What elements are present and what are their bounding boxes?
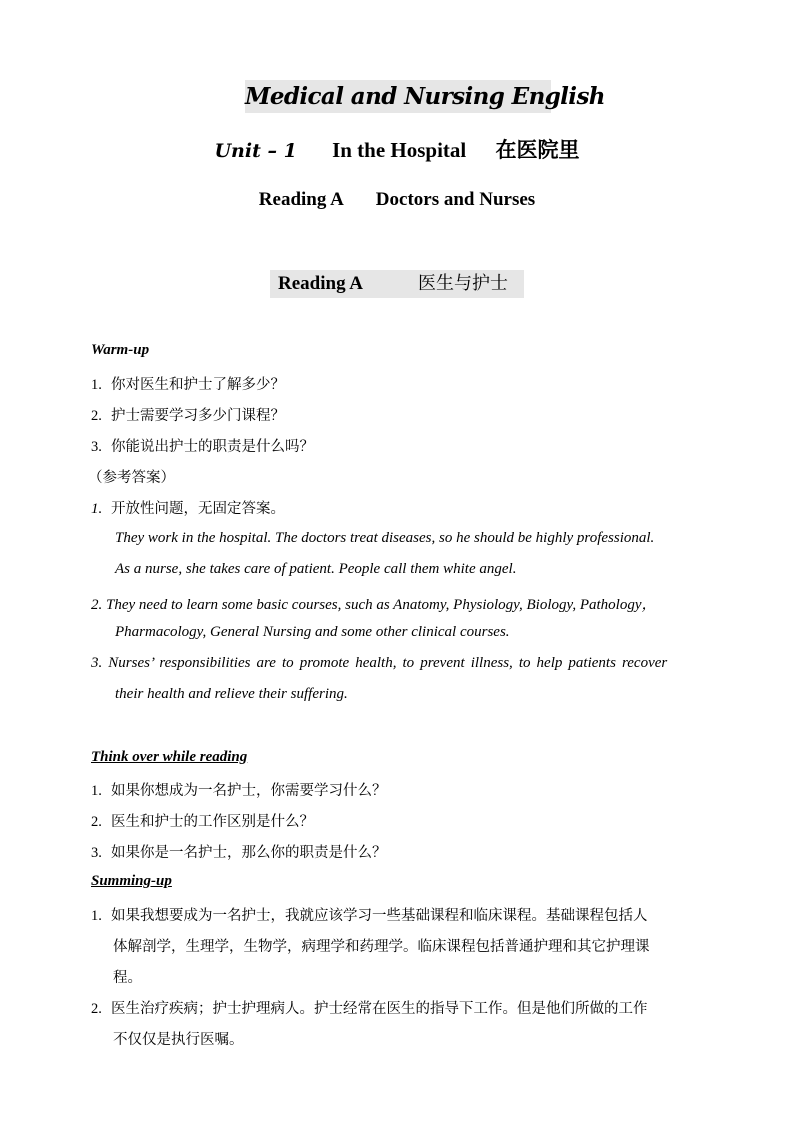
unit-heading bbox=[0, 134, 794, 164]
answer-1-en-line1: They work in the hospital. The doctors treat diseases, so he should be highly professional. bbox=[115, 530, 655, 546]
warmup-question: 3. 你能说出护士的职责是什么吗？ bbox=[91, 439, 314, 455]
book-title: Medical and Nursing English bbox=[245, 80, 551, 113]
summing-up-heading: Summing-up bbox=[91, 873, 172, 889]
think-over-question: 3. 如果你是一名护士，那么你的职责是什么？ bbox=[91, 845, 387, 861]
think-over-question: 1. 如果你想成为一名护士，你需要学习什么？ bbox=[91, 783, 387, 799]
answer-3-line2: their health and relieve their suffering. bbox=[115, 686, 348, 702]
answer-1-en-line2: As a nurse, she takes care of patient. People call them white angel. bbox=[115, 561, 517, 577]
answer-2-line2: Pharmacology, General Nursing and some other clinical courses. bbox=[115, 624, 510, 640]
think-over-question: 2. 医生和护士的工作区别是什么？ bbox=[91, 814, 314, 830]
section-heading bbox=[270, 270, 524, 298]
unit-number: Unit – 1 bbox=[214, 140, 297, 162]
think-over-heading: Think over while reading bbox=[91, 749, 248, 765]
warmup-question: 1. 你对医生和护士了解多少？ bbox=[91, 377, 285, 393]
answer-1-zh: 1. 开放性问题，无固定答案。 bbox=[91, 501, 285, 517]
summing-up-item-1-line2: 体解剖学，生理学，生物学，病理学和药理学。临床课程包括普通护理和其它护理课 bbox=[113, 939, 650, 955]
answer-3-line1: 3. Nurses’ responsibilities are to promote health, to prevent illness, to help patients recover bbox=[91, 655, 668, 671]
summing-up-item-1-line1: 1. 如果我想要成为一名护士，我就应该学习一些基础课程和临床课程。基础课程包括人 bbox=[91, 908, 648, 924]
answer-label: （参考答案） bbox=[88, 470, 175, 486]
reading-heading bbox=[0, 189, 794, 211]
summing-up-item-1-line3: 程。 bbox=[113, 970, 142, 986]
reading-label: Reading A bbox=[258, 189, 344, 210]
unit-title-zh: 在医院里 bbox=[495, 138, 580, 162]
summing-up-item-2-line1: 2. 医生治疗疾病；护士护理病人。护士经常在医生的指导下工作。但是他们所做的工作 bbox=[91, 1001, 648, 1017]
reading-title: Doctors and Nurses bbox=[375, 189, 536, 210]
warmup-heading: Warm-up bbox=[91, 342, 150, 358]
summing-up-item-2-line2: 不仅仅是执行医嘱。 bbox=[113, 1032, 244, 1048]
warmup-question: 2. 护士需要学习多少门课程？ bbox=[91, 408, 285, 424]
unit-title: In the Hospital bbox=[332, 138, 467, 162]
section-title-zh: 医生与护士 bbox=[418, 273, 508, 294]
section-label: Reading A bbox=[278, 273, 363, 294]
answer-2-line1: 2. They need to learn some basic courses, such as Anatomy, Physiology, Biology, Pathology， bbox=[91, 597, 657, 613]
